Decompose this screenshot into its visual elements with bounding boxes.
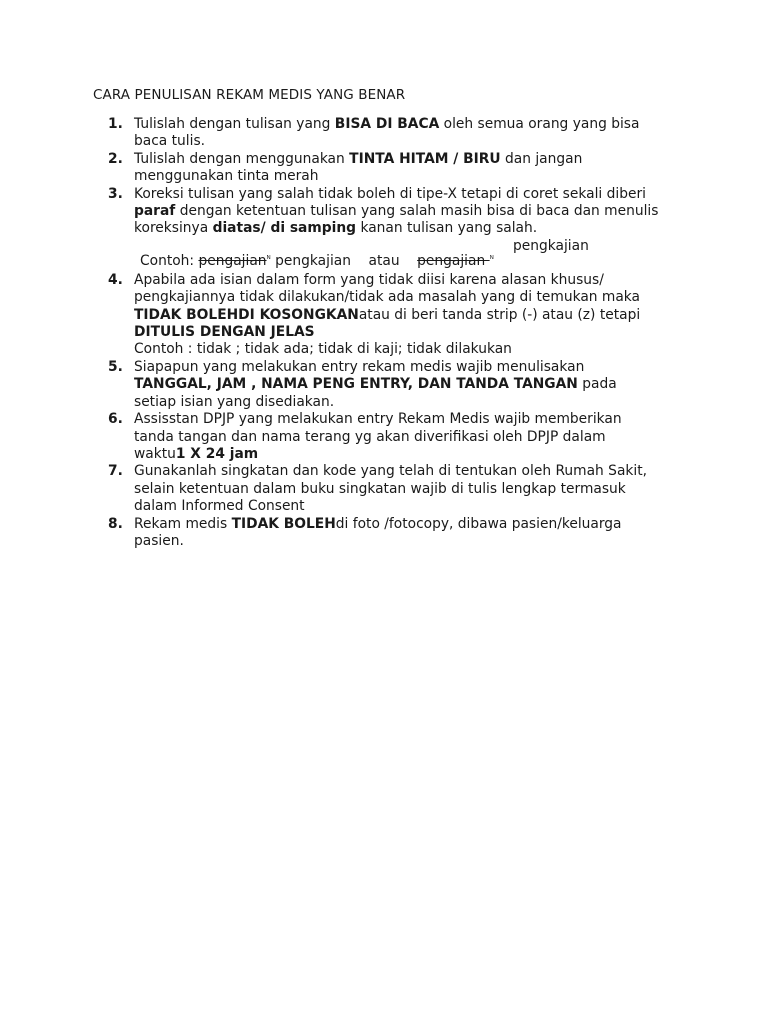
- item-number: 8.: [108, 515, 123, 532]
- item-number: 2.: [108, 150, 123, 167]
- item-line: [134, 324, 704, 341]
- item-line: [134, 203, 704, 220]
- item-line: setiap isian yang disediakan.: [134, 393, 335, 410]
- item-text: dan jangan: [500, 150, 583, 167]
- item-line: Contoh : tidak ; tidak ada; tidak di kaji; tidak dilakukan: [134, 341, 512, 358]
- item-line: pasien.: [134, 532, 184, 549]
- item-line: Koreksi tulisan yang salah tidak boleh di tipe-X tetapi di coret sekali diberi: [134, 185, 646, 202]
- item-number: 5.: [108, 358, 123, 375]
- item-text: pada: [577, 376, 617, 393]
- list-item: [104, 272, 704, 359]
- item-number: 4.: [108, 271, 123, 288]
- item-line: pengkajiannya tidak dilakukan/tidak ada masalah yang di temukan maka: [134, 289, 641, 306]
- item-text: kanan tulisan yang salah.: [356, 220, 538, 237]
- item-line: baca tulis.: [134, 133, 206, 150]
- item-text: di foto /fotocopy, dibawa pasien/keluarga: [335, 515, 622, 532]
- list-item: [104, 151, 704, 186]
- struck-word: pengajian: [417, 252, 490, 269]
- corrected-word: pengkajian: [270, 252, 351, 269]
- item-line: tanda tangan dan nama terang yg akan diverifikasi oleh DPJP dalam: [134, 428, 606, 445]
- list-item: [104, 186, 704, 238]
- item-bold-text: diatas/ di samping: [212, 220, 357, 237]
- item-line: Siapapun yang melakukan entry rekam medis wajib menulisakan: [134, 358, 585, 375]
- item-bold-text: TIDAK BOLEHDI KOSONGKAN: [134, 306, 359, 323]
- document-title: CARA PENULISAN REKAM MEDIS YANG BENAR: [93, 87, 406, 103]
- item-number: 1.: [108, 116, 123, 132]
- item-bold-text: paraf: [134, 203, 176, 220]
- example-line: [140, 253, 494, 269]
- item-line: [134, 516, 704, 533]
- list-item: [104, 116, 704, 151]
- item-line: selain ketentuan dalam buku singkatan wajib di tulis lengkap termasuk: [134, 480, 626, 497]
- item-line: Apabila ada isian dalam form yang tidak diisi karena alasan khusus/: [134, 271, 604, 288]
- correction-above: pengkajian: [513, 237, 589, 254]
- paraf-mark: ᴺ: [266, 254, 271, 265]
- example-label: Contoh:: [140, 252, 199, 269]
- list-item: [104, 516, 704, 551]
- list-item: [104, 411, 704, 463]
- item-line: [134, 220, 704, 237]
- paraf-mark: ᴺ: [489, 254, 494, 265]
- item-number: 6.: [108, 411, 123, 428]
- list-item: [104, 463, 704, 515]
- item-text: waktu: [134, 445, 176, 462]
- item-line: [134, 307, 704, 324]
- item-bold-text: TANGGAL, JAM , NAMA PENG ENTRY, DAN TANDA TANGAN: [134, 376, 578, 393]
- item-bold-text: TINTA HITAM / BIRU: [349, 150, 501, 167]
- item-line: [134, 446, 704, 463]
- item-number: 7.: [108, 463, 123, 480]
- item-text: atau di beri tanda strip (-) atau (z) tetapi: [358, 306, 641, 323]
- item-line: Assisstan DPJP yang melakukan entry Rekam Medis wajib memberikan: [134, 411, 622, 428]
- item-line: menggunakan tinta merah: [134, 168, 319, 185]
- item-text: Rekam medis: [134, 515, 232, 532]
- rules-list: [104, 116, 704, 550]
- item-text: Tulislah dengan tulisan yang: [134, 116, 335, 132]
- item-bold-text: DITULIS DENGAN JELAS: [134, 324, 315, 341]
- item-line: [134, 151, 704, 168]
- item-text: oleh semua orang yang bisa: [439, 116, 640, 132]
- item-bold-text: BISA DI BACA: [334, 116, 440, 132]
- item-line: [134, 376, 704, 393]
- example-block: [104, 238, 704, 272]
- example-separator: atau: [350, 252, 418, 269]
- list-item: [104, 359, 704, 411]
- item-line: Gunakanlah singkatan dan kode yang telah di tentukan oleh Rumah Sakit,: [134, 463, 648, 480]
- struck-word: pengajian: [198, 252, 267, 269]
- item-line: dalam Informed Consent: [134, 498, 305, 515]
- item-number: 3.: [108, 185, 123, 202]
- item-text: Tulislah dengan menggunakan: [134, 150, 350, 167]
- item-bold-text: 1 X 24 jam: [175, 445, 259, 462]
- item-text: koreksinya: [134, 220, 213, 237]
- item-text: dengan ketentuan tulisan yang salah masih bisa di baca dan menulis: [175, 203, 659, 220]
- item-line: [134, 116, 704, 133]
- item-bold-text: TIDAK BOLEH: [231, 515, 336, 532]
